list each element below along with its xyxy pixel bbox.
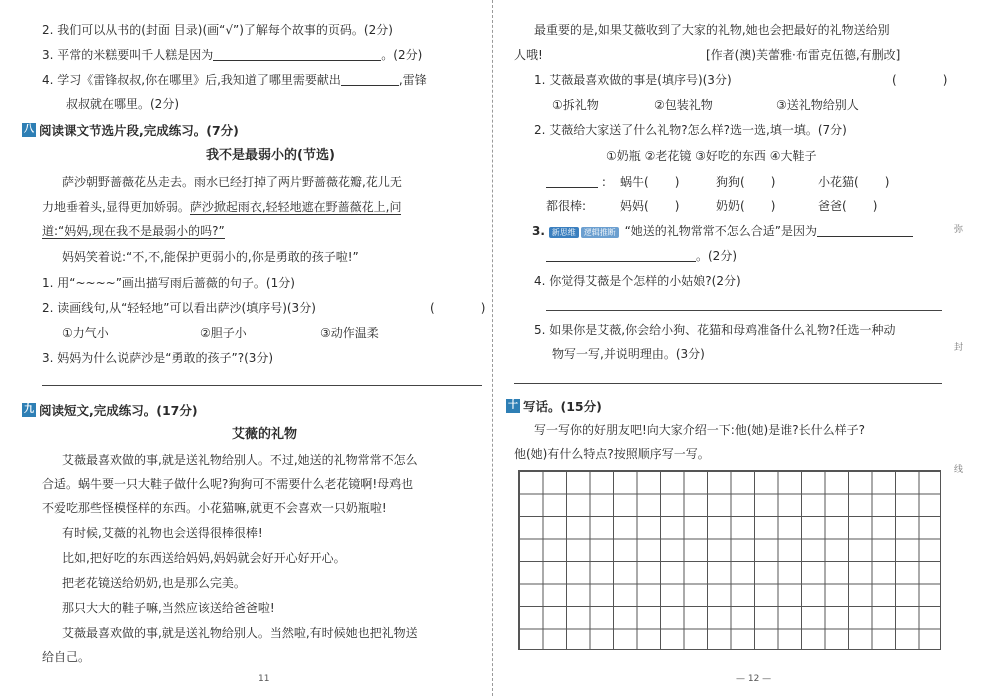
question-4-cont: 叔叔就在哪里。(2分) [66,97,179,111]
reading-2-line: 比如,把好吃的东西送给妈妈,妈妈就会好开心好开心。 [62,551,346,565]
answer-blank[interactable] [546,175,598,188]
answer-line[interactable] [546,310,942,311]
answer-blank[interactable] [817,224,913,237]
question-4: 4. 你觉得艾薇是个怎样的小姑娘?(2分) [534,274,741,288]
source-credit: [作者(澳)芙蕾雅·布雷克伍德,有删改] [706,48,901,62]
dog-item[interactable]: 狗狗( ) [716,175,776,189]
gift-options: ①奶瓶 ②老花镜 ③好吃的东西 ④大鞋子 [606,149,817,163]
option: ③送礼物给别人 [776,98,859,112]
fill-row-2-label: 都很棒: [546,199,587,213]
reading-1-question-3: 3. 妈妈为什么说萨沙是“勇敢的孩子”?(3分) [42,351,274,365]
reading-1-question-1: 1. 用“~~~~”画出描写雨后蔷薇的句子。(1分) [42,276,295,290]
binding-mark: 线 [953,465,963,475]
reading-1-title: 我不是最弱小的(节选) [206,148,335,163]
section-9-header [22,401,198,419]
reading-1-line: 妈妈笑着说:“不,不,能保护更弱小的,你是勇敢的孩子啦!” [62,250,359,264]
reading-1-line: 萨沙朝野蔷薇花丛走去。雨水已经打掉了两片野蔷薇花瓣,花儿无 [62,175,402,189]
page-divider [492,0,493,696]
answer-line[interactable] [514,383,942,384]
question-3: 3. 平常的米糕要叫千人糕是因为 。(2分) [42,48,423,62]
snail-item[interactable]: 蜗牛( ) [620,175,680,189]
answer-blank[interactable] [546,249,696,262]
section-8-header [22,121,239,139]
question-2: 2. 艾薇给大家送了什么礼物?怎么样?选一选,填一填。(7分) [534,123,847,137]
section-title: 阅读课文节选片段,完成练习。(7分) [39,123,239,138]
reading-2-cont: 人哦! [514,48,543,62]
question-1: 1. 艾薇最喜欢做的事是(填序号)(3分) [534,73,732,87]
reading-2-line: 合适。蜗牛要一只大鞋子做什么呢?狗狗可不需要什么老花镜啊!母鸡也 [42,477,414,491]
reading-2-line: 不爱吃那些怪模怪样的东西。小花猫嘛,就更不会喜欢一只奶瓶啦! [42,501,387,515]
question-3-cont: 。(2分) [546,248,737,264]
section-badge: 八 [24,124,34,135]
question-3: 3. 新思维 逻辑推断 “她送的礼物常常不怎么合适”是因为 [532,223,913,239]
answer-paren[interactable]: ( ) [430,301,486,315]
question-4: 4. 学习《雷锋叔叔,你在哪里》后,我知道了哪里需要献出 ,雷锋 [42,73,427,87]
question-2: 2. 我们可以从书的(封面 目录)(画“√”)了解每个故事的页码。(2分) [42,23,393,37]
reading-2-line: 给自己。 [42,650,91,664]
option: ①力气小 [62,326,109,340]
question-5: 5. 如果你是艾薇,你会给小狗、花猫和母鸡准备什么礼物?任选一种动 [534,323,896,337]
wavy-line-symbol: ~~~~ [75,276,116,290]
binding-mark: 封 [953,343,963,353]
section-10-header [506,397,602,415]
section-badge: 十 [508,400,518,411]
page-number: — 12 — [736,674,772,684]
page-number: 11 [258,674,270,684]
reading-2-line: 艾薇最喜欢做的事,就是送礼物给别人。不过,她送的礼物常常不怎么 [62,453,418,467]
writing-prompt: 他(她)有什么特点?按照顺序写一写。 [514,447,710,461]
option: ②包装礼物 [654,98,713,112]
new-thinking-tag: 新思维 [549,227,579,238]
underlined-sentence: 萨沙掀起雨衣,轻轻地遮在野蔷薇花上,问 [189,200,402,214]
section-title: 写话。(15分) [523,399,602,414]
reading-2-line: 把老花镜送给奶奶,也是那么完美。 [62,576,246,590]
reading-2-line: 艾薇最喜欢做的事,就是送礼物给别人。当然啦,有时候她也把礼物送 [62,626,418,640]
option: ③动作温柔 [320,326,379,340]
mom-item[interactable]: 妈妈( ) [620,199,680,213]
answer-paren[interactable]: ( ) [892,73,948,87]
answer-blank[interactable] [213,48,381,61]
reading-1-line: 力地垂着头,显得更加娇弱。萨沙掀起雨衣,轻轻地遮在野蔷薇花上,问 [42,200,402,214]
question-5-cont: 物写一写,并说明理由。(3分) [552,347,705,361]
reading-1-question-2: 2. 读画线句,从“轻轻地”可以看出萨沙(填序号)(3分) [42,301,316,315]
dad-item[interactable]: 爸爸( ) [818,199,878,213]
logic-tag: 逻辑推断 [581,227,619,238]
underlined-sentence: 道:“妈妈,现在我不是最弱小的吗?” [42,224,225,238]
answer-line[interactable] [42,385,482,386]
writing-grid[interactable] [518,470,941,650]
binding-mark: 弥 [953,225,963,235]
reading-1-line [42,223,225,239]
answer-blank[interactable] [341,73,399,86]
cat-item[interactable]: 小花猫( ) [818,175,890,189]
left-page [0,0,492,696]
writing-prompt: 写一写你的好朋友吧!向大家介绍一下:他(她)是谁?长什么样子? [534,423,865,437]
grandma-item[interactable]: 奶奶( ) [716,199,776,213]
reading-2-cont: 最重要的是,如果艾薇收到了大家的礼物,她也会把最好的礼物送给别 [534,23,890,37]
option: ②胆子小 [200,326,247,340]
fill-row-1: : [546,174,606,190]
section-title: 阅读短文,完成练习。(17分) [39,403,198,418]
reading-2-line: 有时候,艾薇的礼物也会送得很棒很棒! [62,526,263,540]
option: ①拆礼物 [552,98,599,112]
reading-2-line: 那只大大的鞋子嘛,当然应该送给爸爸啦! [62,601,275,615]
reading-2-title: 艾薇的礼物 [232,427,298,442]
section-badge: 九 [24,404,34,415]
